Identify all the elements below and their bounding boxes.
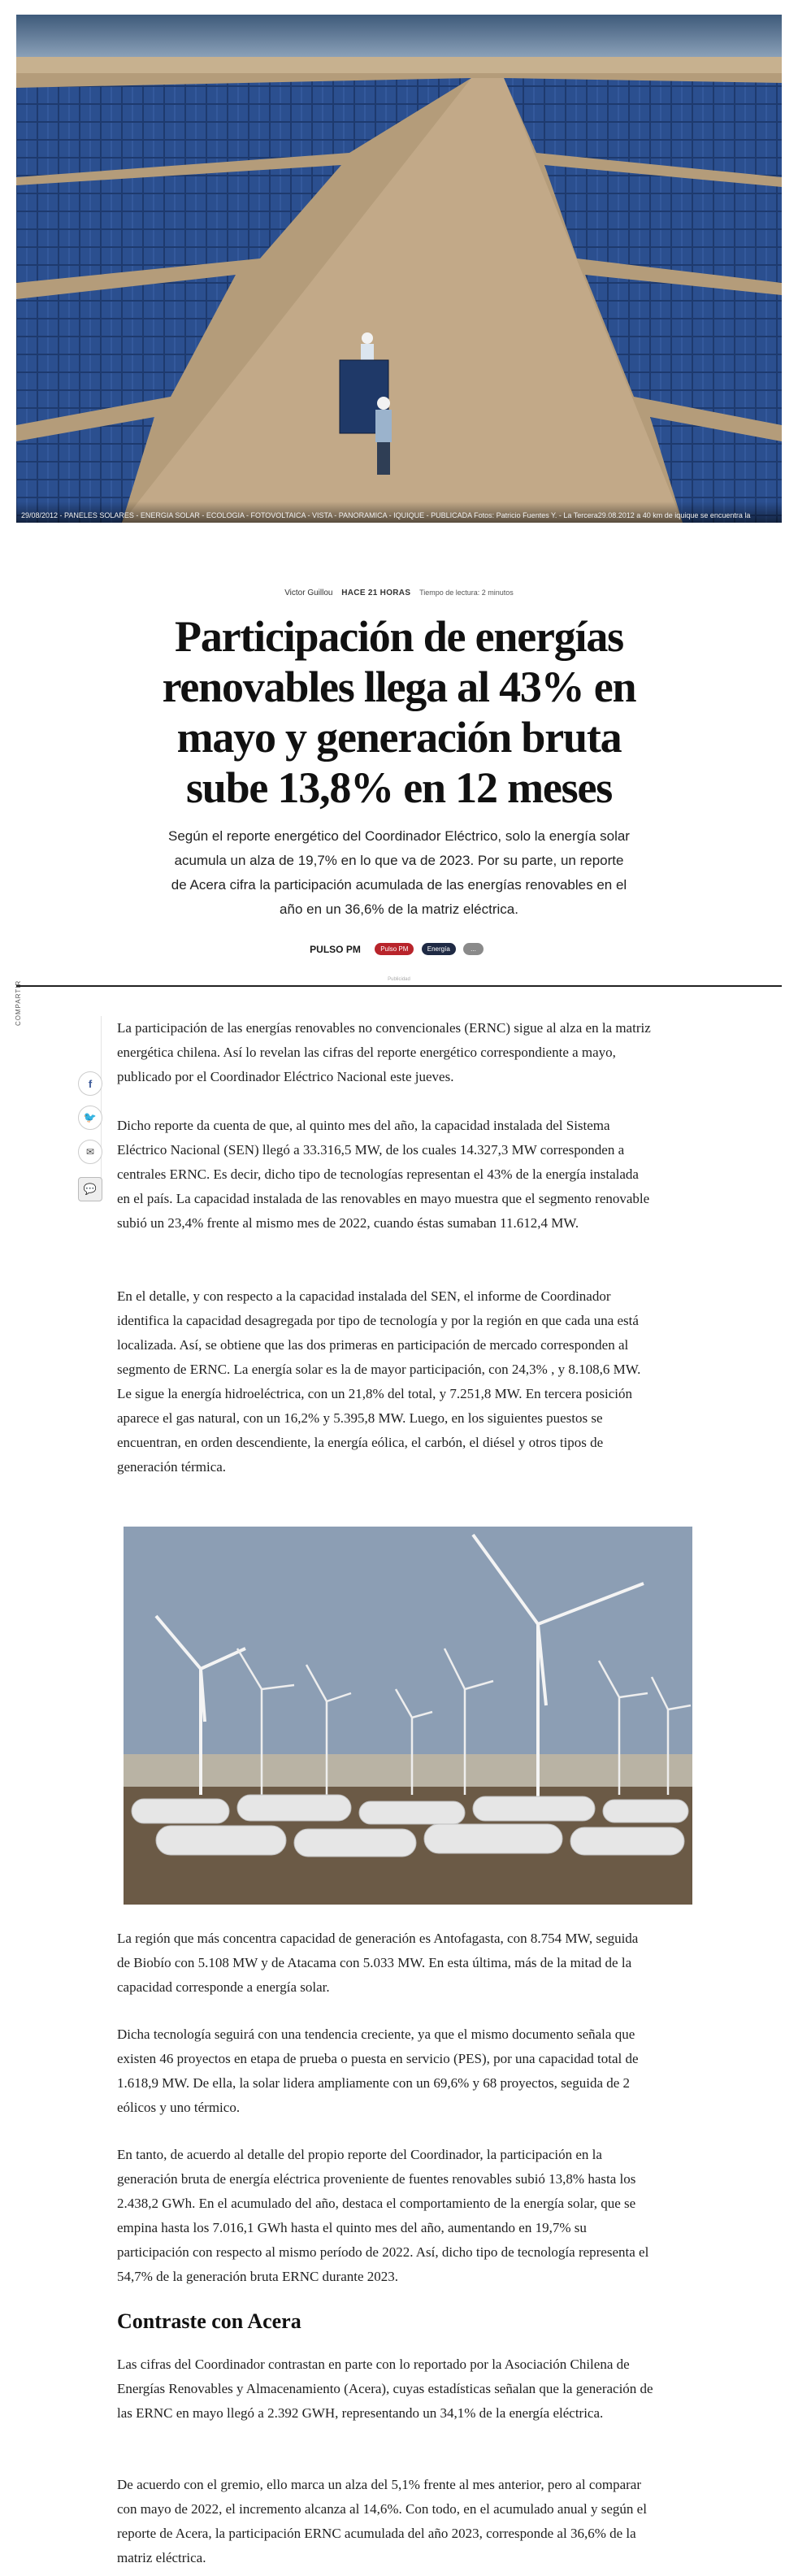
ad-divider-label: Publicidad [388, 977, 410, 982]
author-link[interactable]: Victor Guillou [284, 589, 333, 597]
article-meta [0, 589, 798, 597]
hero-caption: 29/08/2012 - PANELES SOLARES - ENERGIA SOLAR - ECOLOGIA - FOTOVOLTAICA - VISTA - PANORAMICA - IQUIQUE - PUBLICADA Fotos: Patricio Fuentes Y. - La Tercera29.08.2012 a 40 km de iquique se encuentra la [16, 502, 782, 523]
comment-icon[interactable]: 💬 [78, 1177, 102, 1201]
source-label[interactable]: PULSO PM [310, 943, 361, 955]
mail-share-icon[interactable]: ✉ [78, 1140, 102, 1164]
body-paragraph-5: Dicha tecnología seguirá con una tendencia creciente, ya que el mismo documento señala que existen 46 proyectos en etapa de prueba o puesta en servicio (PES), por una capacidad total de 1.618,9 MW. De ella, la solar lidera ampliamente con un 69,6% y 68 proyectos, seguida de 2 eólicos y uno térmico. [117, 2026, 639, 2115]
body-paragraph-8: De acuerdo con el gremio, ello marca un alza del 5,1% frente al mes anterior, pero al comparar con mayo de 2022, el incremento alcanza al 14,6%. Con todo, en el acumulado anual y según el reporte de Acera, la participación ERNC acumulada del año 2023, corresponde al 36,6% de la matriz eléctrica. [117, 2477, 647, 2565]
article-lede: Según el reporte energético del Coordinador Eléctrico, solo la energía solar acumula un alza de 19,7% en lo que va de 2023. Por su parte, un reporte de Acera cifra la participación acumulada de las energías renovables en el año en un 36,6% de la matriz eléctrica. [168, 828, 630, 917]
byline [0, 943, 798, 955]
tag-energia[interactable]: Energía [422, 943, 456, 955]
tag-pulso-pm[interactable]: Pulso PM [375, 943, 414, 955]
reading-time: Tiempo de lectura: 2 minutos [419, 589, 514, 597]
body-paragraph-1: La participación de las energías renovables no convencionales (ERNC) sigue al alza en la matriz energética chilena. Así lo revelan las cifras del reporte energético correspondiente a mayo, publicado por el Coordinador Eléctrico Nacional este jueves. [117, 1020, 651, 1084]
article-headline: Participación de energías renovables llega al 43% en mayo y generación bruta sube 13,8% en 12 meses [162, 612, 636, 812]
share-label: COMPARTIR [15, 980, 22, 1026]
section-subhead: Contraste con Acera [117, 2309, 301, 2333]
twitter-share-icon[interactable]: 🐦 [78, 1106, 102, 1130]
body-paragraph-7: Las cifras del Coordinador contrastan en parte con lo reportado por la Asociación Chilena de Energías Renovables y Almacenamiento (Acera), cuyas estadísticas señalan que la generación de las ERNC en mayo llegó a 2.392 GWH, representando un 34,1% de la energía eléctrica. [117, 2357, 653, 2421]
section-divider [16, 985, 782, 987]
wind-turbines-illustration [124, 1527, 692, 1905]
solar-field-illustration [16, 15, 782, 523]
wind-farm-photo [124, 1527, 692, 1905]
published-time: HACE 21 HORAS [341, 589, 411, 597]
body-paragraph-4: La región que más concentra capacidad de generación es Antofagasta, con 8.754 MW, seguida de Biobío con 5.108 MW y de Atacama con 5.033 MW. En esta última, más de la mitad de la capacidad corresponde a energía solar. [117, 1931, 639, 1995]
body-paragraph-6: En tanto, de acuerdo al detalle del propio reporte del Coordinador, la participación en la generación bruta de energía eléctrica proveniente de fuentes renovables subió 13,8% hasta los 2.438,2 GWh. En el acumulado del año, destaca el comportamiento de la energía solar, que se empina hasta los 7.016,1 GWh hasta el quinto mes del año, aumentando en 19,7% su participación con respecto al mismo período de 2022. Así, dicho tipo de tecnología representa el 54,7% de la generación bruta ERNC durante 2023. [117, 2147, 649, 2284]
hero-photo-solar-panels [16, 15, 782, 523]
body-paragraph-2: Dicho reporte da cuenta de que, al quinto mes del año, la capacidad instalada del Sistema Eléctrico Nacional (SEN) llegó a 33.316,5 MW, de los cuales 14.327,3 MW corresponden a centrales ERNC. Es decir, dicho tipo de tecnologías representan el 43% de la energía instalada en el país. La capacidad instalada de las renovables en mayo muestra que el segmento renovable subió un 23,4% frente al mismo mes de 2022, cuando éstas sumaban 11.612,4 MW. [117, 1118, 650, 1231]
share-rule [101, 1016, 102, 1195]
tag-more[interactable]: ... [463, 943, 484, 955]
body-paragraph-3: En el detalle, y con respecto a la capacidad instalada del SEN, el informe de Coordinador identifica la capacidad desagregada por tipo de tecnología y por la región en que cada una está localizada. Así, se obtiene que las dos primeras en participación de mercado corresponden al segmento de ERNC. La energía solar es la de mayor participación, con 24,3% , y 8.108,6 MW. Le sigue la energía hidroeléctrica, con un 21,8% del total, y 7.251,8 MW. En tercera posición aparece el gas natural, con un 16,2% y 5.395,8 MW. Luego, en los siguientes puestos se encuentran, en orden descendiente, la energía eólica, el carbón, el diésel y otros tipos de generación térmica. [117, 1288, 641, 1475]
facebook-share-icon[interactable]: f [78, 1071, 102, 1096]
